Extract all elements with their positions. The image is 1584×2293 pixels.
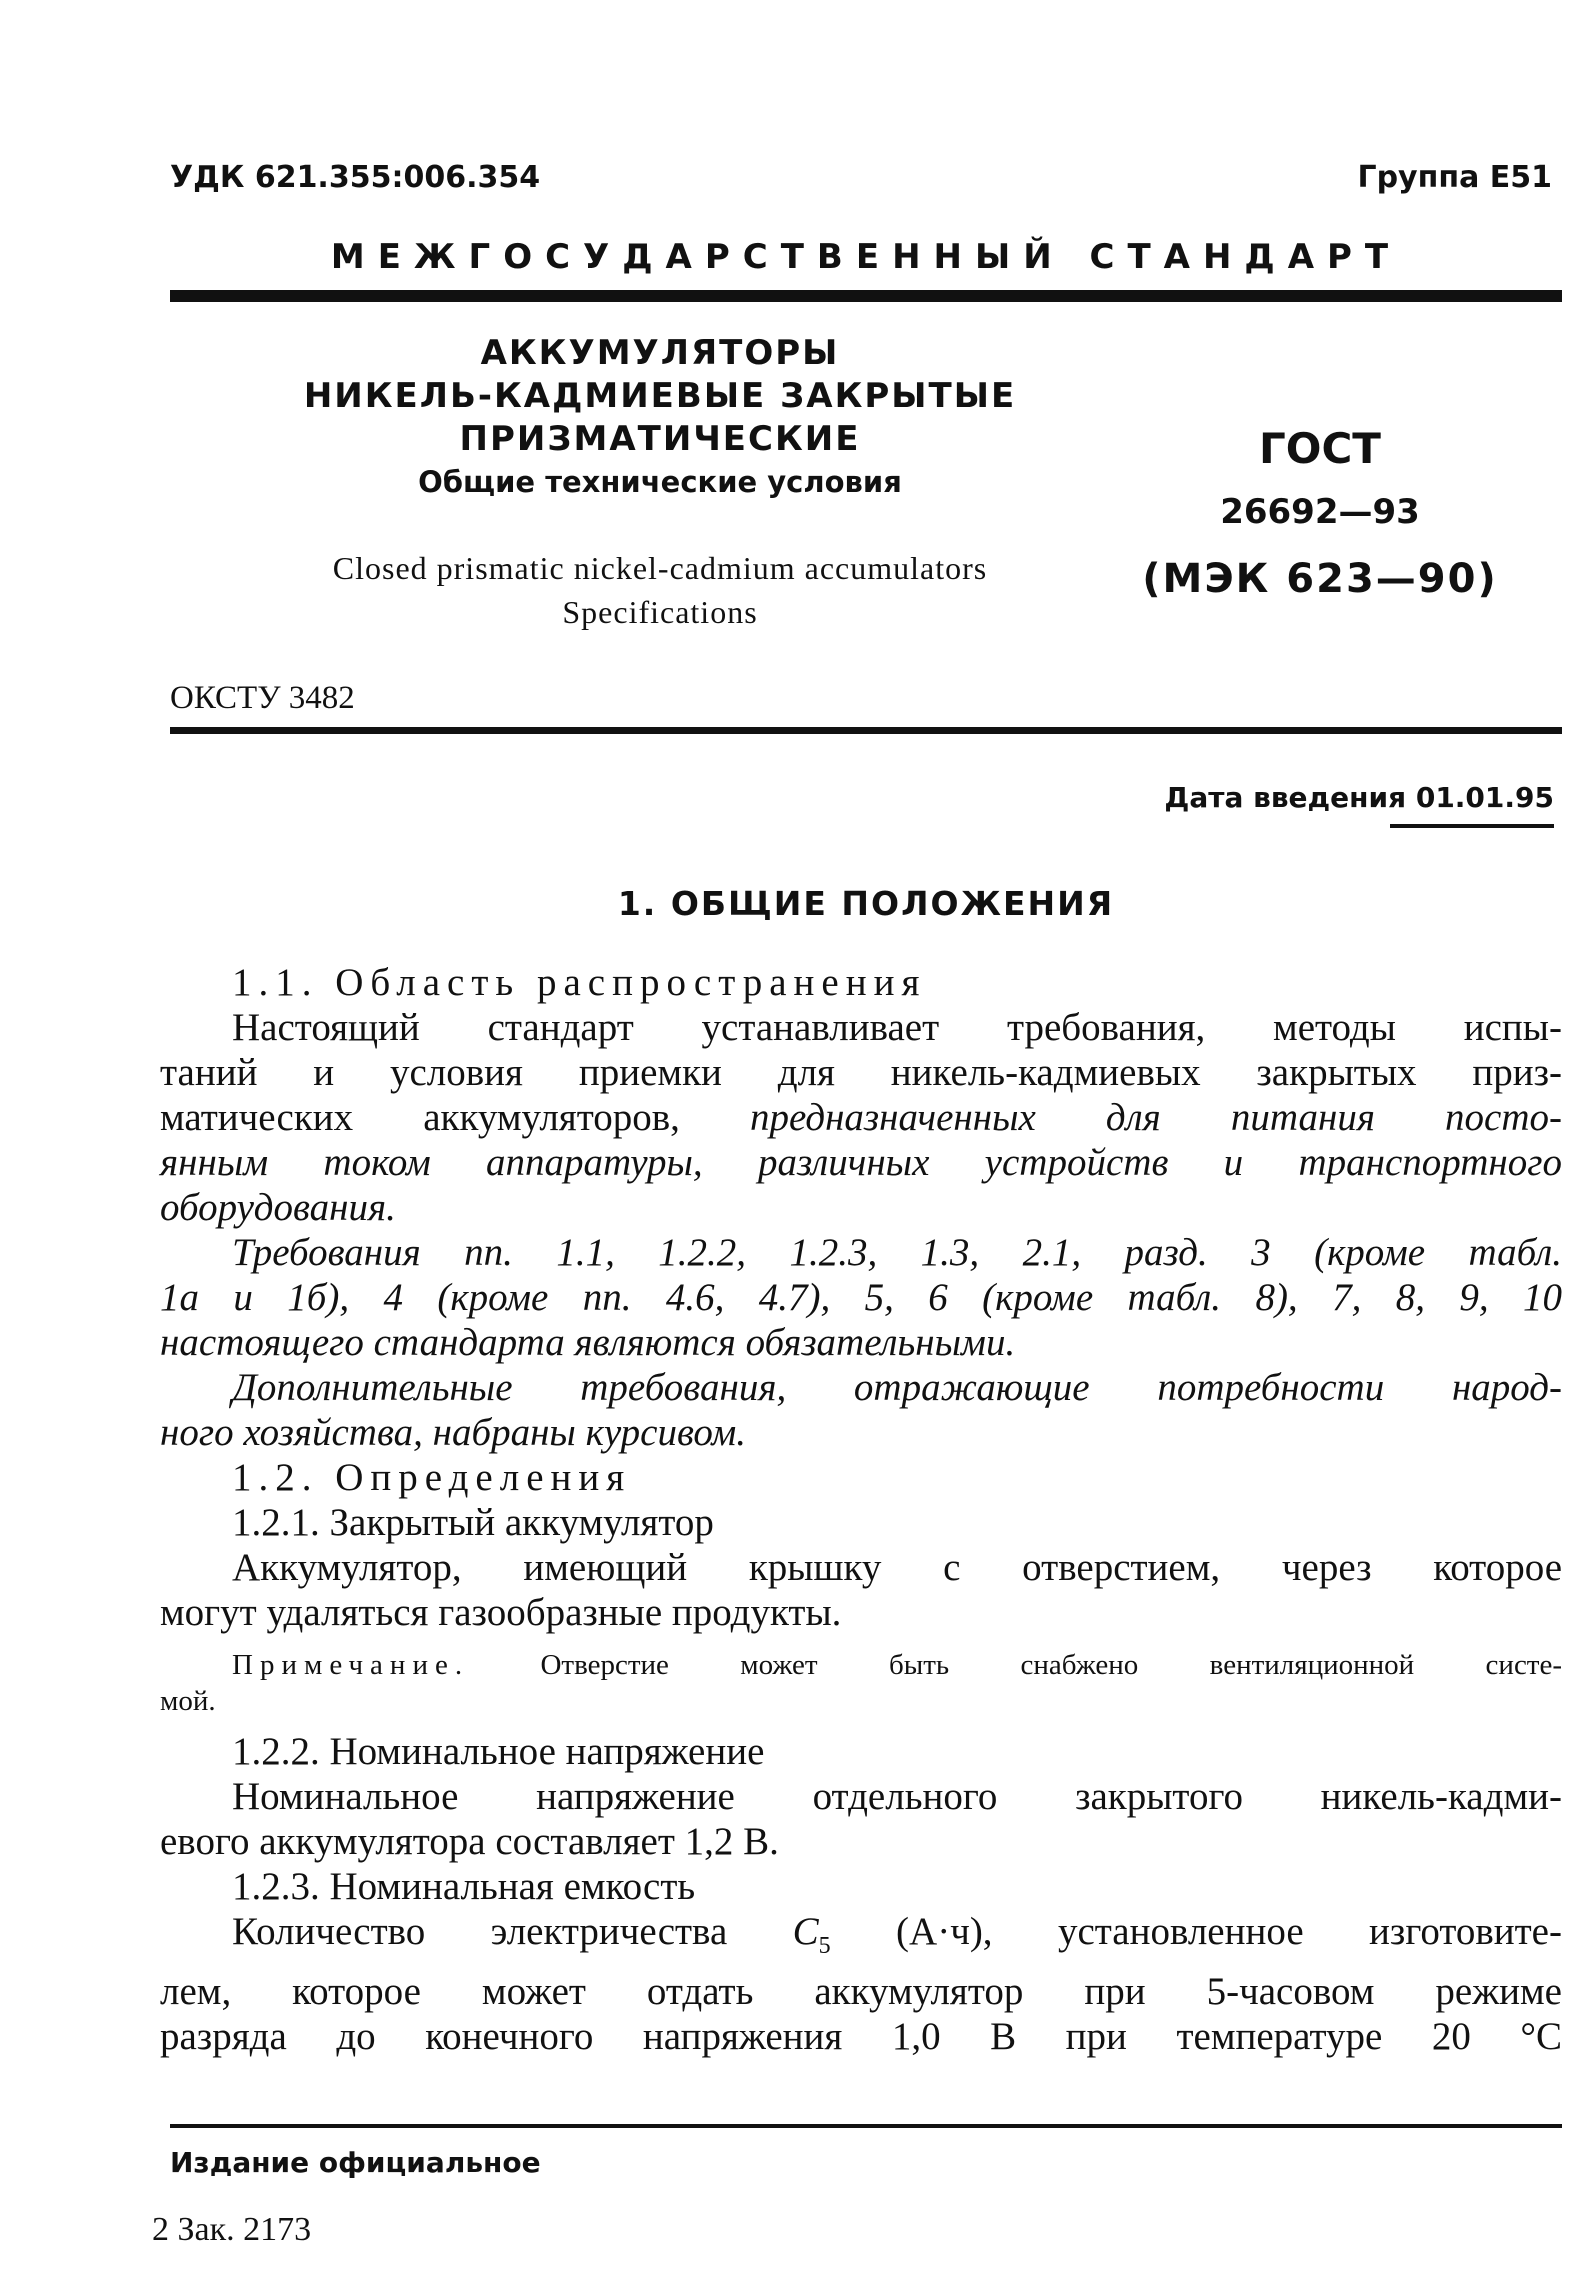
note-label: Примечание. [232,1649,470,1681]
requirements-line-1: Требования пп. 1.1, 1.2.2, 1.2.3, 1.3, 2.1, разд. 3 (кроме табл. [232,1231,1562,1274]
title-line-2: НИКЕЛЬ-КАДМИЕВЫЕ ЗАКРЫТЫЕ [303,376,1017,416]
para-1-2-2-line-1: Номинальное напряжение отдельного закрытого никель-кадми- [232,1775,1562,1818]
para-1-1-line-2: таний и условия приемки для никель-кадмиевых закрытых приз- [160,1051,1562,1094]
subsection-1-2-title: 1.2. Определения [232,1456,632,1499]
para-1-2-1-line-2: могут удаляться газообразные продукты. [160,1591,842,1634]
capacity-subscript: 5 [818,1932,831,1959]
gost-label: ГОСТ [1259,424,1381,473]
english-title-line-1: Closed prismatic nickel-cadmium accumulators [332,550,988,586]
requirements-line-3: настоящего стандарта являются обязательными. [160,1321,1016,1364]
standard-type: МЕЖГОСУДАРСТВЕННЫЙ СТАНДАРТ [330,237,1402,277]
requirements-line-2: 1а и 1б), 4 (кроме пп. 4.6, 4.7), 5, 6 (кроме табл. 8), 7, 8, 9, 10 [160,1276,1562,1319]
subsection-1-1-title: 1.1. Область распространения [232,961,927,1004]
para-1-1-line-3 [160,1095,1562,1140]
para-1-1-line-4: янным током аппаратуры, различных устройств и транспортного [160,1141,1562,1184]
additional-line-2: ного хозяйства, набраны курсивом. [160,1411,747,1454]
title-line-1: АККУМУЛЯТОРЫ [480,333,840,373]
introduction-date: Дата введения 01.01.95 [1164,781,1554,814]
para-1-1-line-3-b: предназначенных для питания посто- [750,1096,1562,1139]
note-text: Отверстие может быть снабжено вентиляционной систе- [540,1649,1563,1681]
subsection-1-2-1-title: 1.2.1. Закрытый аккумулятор [232,1501,714,1544]
group-code: Группа Е51 [1357,160,1552,195]
note-line-1 [232,1647,1562,1683]
title-subtitle: Общие технические условия [418,465,902,499]
para-1-2-3-line-1-b: (А·ч), установленное изготовите- [830,1910,1562,1953]
subsection-1-2-2-title: 1.2.2. Номинальное напряжение [232,1730,765,1773]
english-title [250,546,1070,634]
para-1-2-1-line-1: Аккумулятор, имеющий крышку с отверстием, через которое [232,1546,1562,1589]
date-underline [1390,824,1554,828]
subsection-1-2-3-title: 1.2.3. Номинальная емкость [232,1865,696,1908]
english-title-line-2: Specifications [562,594,758,630]
para-1-2-2-line-2: евого аккумулятора составляет 1,2 В. [160,1820,779,1863]
para-1-2-3-line-1-a: Количество электричества [232,1910,793,1953]
section-heading: 1. ОБЩИЕ ПОЛОЖЕНИЯ [617,884,1115,923]
para-1-2-3-line-1 [232,1909,1562,1969]
title-rule [170,727,1562,734]
okstu-code: ОКСТУ 3482 [170,680,355,716]
footer-rule [170,2124,1562,2128]
capacity-symbol: C [792,1910,819,1953]
para-1-2-3-line-3: разряда до конечного напряжения 1,0 В при температуре 20 °С [160,2014,1562,2058]
para-1-1-line-3-a: матических аккумуляторов, [160,1096,751,1139]
gost-number: 26692—93 [1220,492,1420,532]
para-1-1-line-1: Настоящий стандарт устанавливает требования, методы испы- [232,1006,1562,1049]
title-block [300,332,1020,504]
edition-label: Издание официальное [170,2146,541,2179]
section-body [160,960,1563,2059]
note-line-2: мой. [160,1685,216,1717]
header-rule [170,290,1562,302]
additional-line-1: Дополнительные требования, отражающие потребности народ- [232,1366,1562,1409]
order-number: 2 Зак. 2173 [152,2211,312,2248]
para-1-2-3-line-2: лем, которое может отдать аккумулятор при 5-часовом режиме [160,1969,1562,2013]
para-1-1-line-5: оборудования. [160,1186,396,1229]
iec-number: (МЭК 623—90) [1142,556,1498,602]
udk-code: УДК 621.355:006.354 [170,160,541,195]
title-line-3: ПРИЗМАТИЧЕСКИЕ [459,419,861,459]
